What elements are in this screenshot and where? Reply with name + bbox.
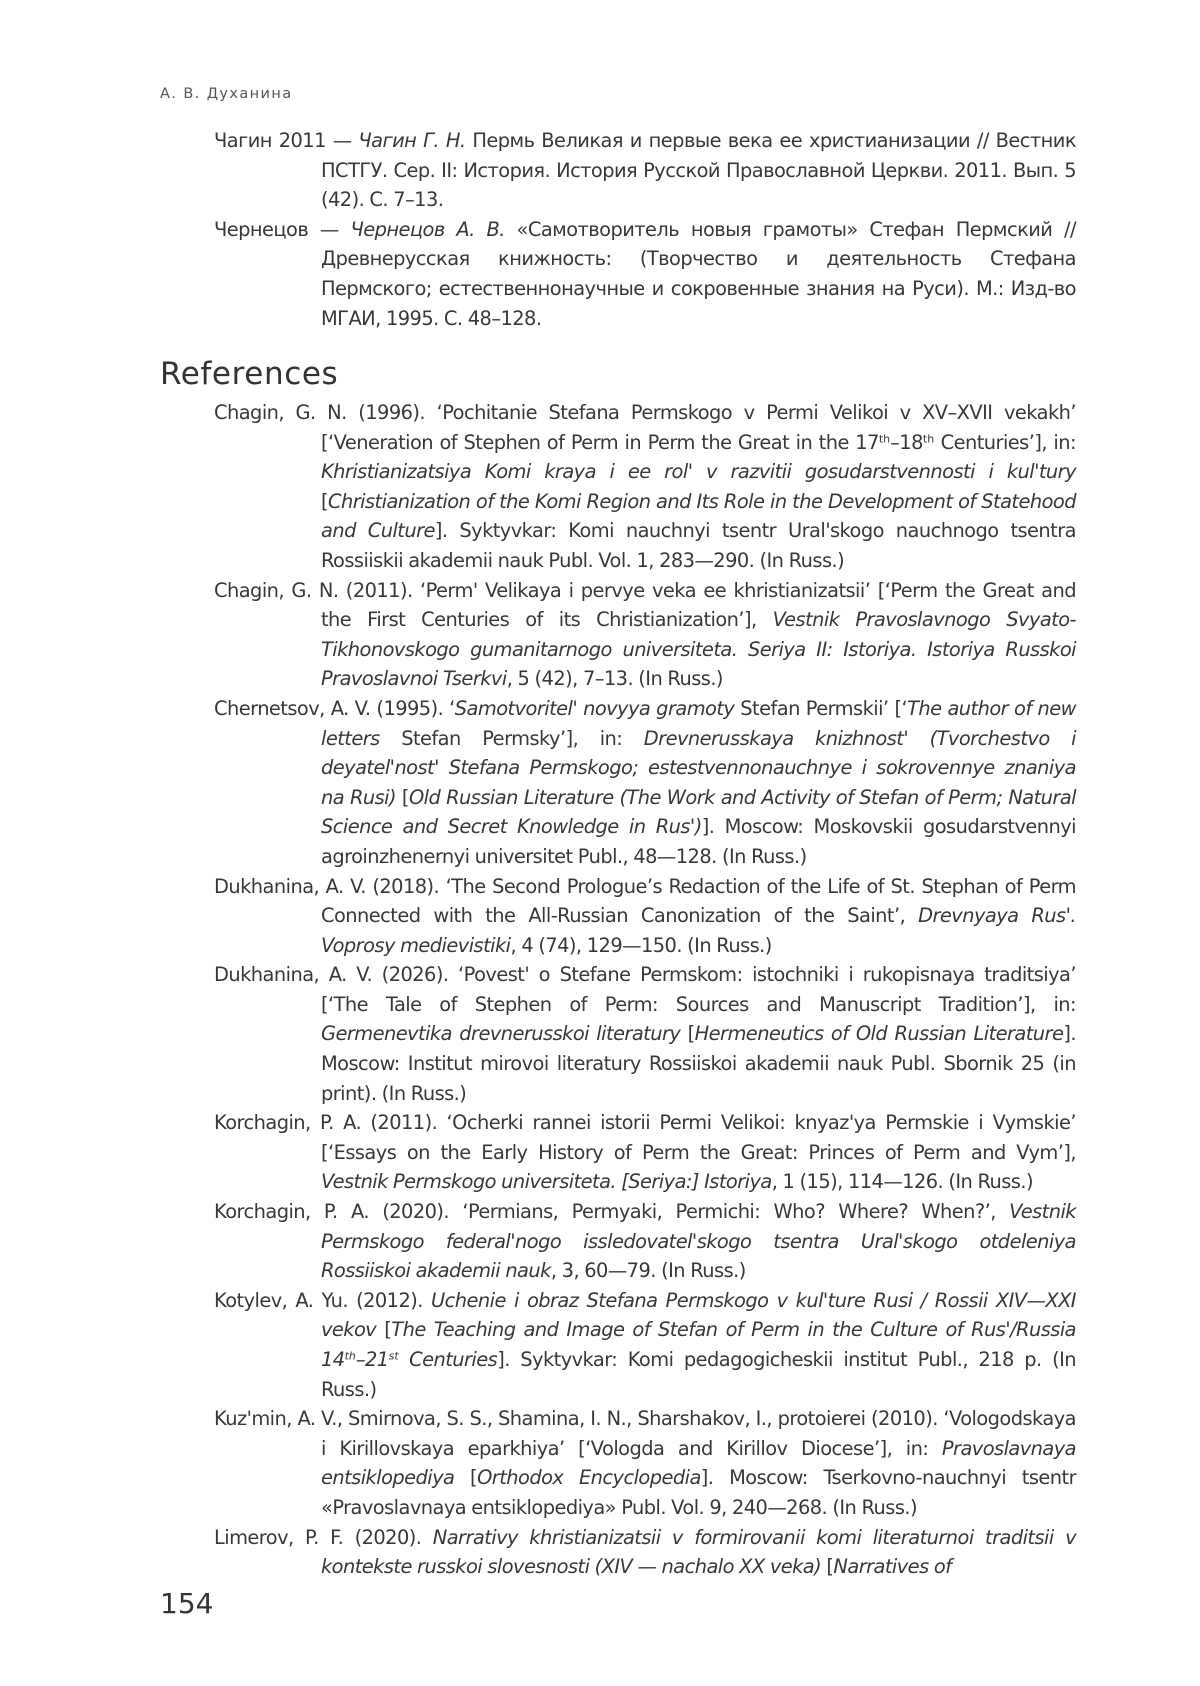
reference-entry-korchagin-2011: Korchagin, P. A. (2011). ‘Ocherki rannei istorii Permi Velikoi: knyaz'ya Permskie i Vymskie’ [‘Essays on the Early History of Perm the Great: Princes of Perm and Vym’], Vestnik Permskogo universiteta. [Seriya:] Istoriya, 1 (15), 114—126. (In Russ.) bbox=[214, 1108, 1076, 1197]
reference-entry-chernetsov-1995: Chernetsov, A. V. (1995). ‘Samotvoritel' novyya gramoty Stefan Permskii’ [‘The author of new letters Stefan Permsky’], in: Drevnerusskaya knizhnost' (Tvorchestvo i deyatel'nost' Stefana Permskogo; estestvennonauchnye i sokrovennye znaniya na Rusi) [Old Russian Literature (The Work and Activity of Stefan of Perm; Natural Science and Secret Knowledge in Rus')]. Moscow: Moskovskii gosudarstvennyi agroinzhenernyi universitet Publ., 48—128. (In Russ.) bbox=[214, 694, 1076, 872]
reference-entry-chernetsov-ru: Чернецов — Чернецов А. В. «Самотворитель новыя грамоты» Стефан Пермский // Древнерусская книжность: (Творчество и деятельность Стефана Пермского; естественнонаучные и сокровенные знания на Руси). М.: Изд-во МГАИ, 1995. С. 48–128. bbox=[214, 215, 1076, 333]
references-heading: References bbox=[160, 356, 338, 392]
reference-entry-kuzmin-2010: Kuz'min, A. V., Smirnova, S. S., Shamina, I. N., Sharshakov, I., protoierei (2010). ‘Vologodskaya i Kirillovskaya eparkhiya’ [‘Vologda and Kirillov Diocese’], in: Pravoslavnaya entsiklopediya [Orthodox Encyclopedia]. Moscow: Tserkovno-nauchnyi tsentr «Pravoslavnaya entsiklopediya» Publ. Vol. 9, 240—268. (In Russ.) bbox=[214, 1404, 1076, 1522]
reference-entry-chagin-2011-ru: Чагин 2011 — Чагин Г. Н. Пермь Великая и первые века ее христианизации // Вестник ПСТГУ. Сер. II: История. История Русской Православной Церкви. 2011. Вып. 5 (42). С. 7–13. bbox=[214, 126, 1076, 215]
russian-reference-list bbox=[214, 126, 1076, 333]
running-head-author: А. В. Духанина bbox=[160, 86, 293, 102]
reference-entry-chagin-2011: Chagin, G. N. (2011). ‘Perm' Velikaya i pervye veka ee khristianizatsii’ [‘Perm the Great and the First Centuries of its Christianization’], Vestnik Pravoslavnogo Svyato-Tikhonovskogo gumanitarnogo universiteta. Seriya II: Istoriya. Istoriya Russkoi Pravoslavnoi Tserkvi, 5 (42), 7–13. (In Russ.) bbox=[214, 576, 1076, 694]
reference-entry-chagin-1996: Chagin, G. N. (1996). ‘Pochitanie Stefana Permskogo v Permi Velikoi v XV–XVII vekakh’ [‘Veneration of Stephen of Perm in Perm the Great in the 17th–18th Centuries’], in: Khristianizatsiya Komi kraya i ee rol' v razvitii gosudarstvennosti i kul'tury [Christianization of the Komi Region and Its Role in the Development of Statehood and Culture]. Syktyvkar: Komi nauchnyi tsentr Ural'skogo nauchnogo tsentra Rossiiskii akademii nauk Publ. Vol. 1, 283—290. (In Russ.) bbox=[214, 398, 1076, 576]
page-number: 154 bbox=[160, 1587, 213, 1620]
reference-entry-dukhanina-2018: Dukhanina, A. V. (2018). ‘The Second Prologue’s Redaction of the Life of St. Stephan of Perm Connected with the All-Russian Canonization of the Saint’, Drevnyaya Rus'. Voprosy medievistiki, 4 (74), 129—150. (In Russ.) bbox=[214, 872, 1076, 961]
reference-entry-limerov-2020: Limerov, P. F. (2020). Narrativy khristianizatsii v formirovanii komi literaturnoi traditsii v kontekste russkoi slovesnosti (XIV — nachalo XX veka) [Narratives of bbox=[214, 1523, 1076, 1582]
references-list bbox=[214, 398, 1076, 1582]
reference-entry-korchagin-2020: Korchagin, P. A. (2020). ‘Permians, Permyaki, Permichi: Who? Where? When?’, Vestnik Permskogo federal'nogo issledovatel'skogo tsentra Ural'skogo otdeleniya Rossiiskoi akademii nauk, 3, 60—79. (In Russ.) bbox=[214, 1197, 1076, 1286]
reference-entry-kotylev-2012: Kotylev, A. Yu. (2012). Uchenie i obraz Stefana Permskogo v kul'ture Rusi / Rossii XIV—XXI vekov [The Teaching and Image of Stefan of Perm in the Culture of Rus'/Russia 14th–21st Centuries]. Syktyvkar: Komi pedagogicheskii institut Publ., 218 p. (In Russ.) bbox=[214, 1286, 1076, 1404]
reference-entry-dukhanina-2026: Dukhanina, A. V. (2026). ‘Povest' o Stefane Permskom: istochniki i rukopisnaya traditsiya’ [‘The Tale of Stephen of Perm: Sources and Manuscript Tradition’], in: Germenevtika drevnerusskoi literatury [Hermeneutics of Old Russian Literature]. Moscow: Institut mirovoi literatury Rossiiskoi akademii nauk Publ. Sbornik 25 (in print). (In Russ.) bbox=[214, 960, 1076, 1108]
